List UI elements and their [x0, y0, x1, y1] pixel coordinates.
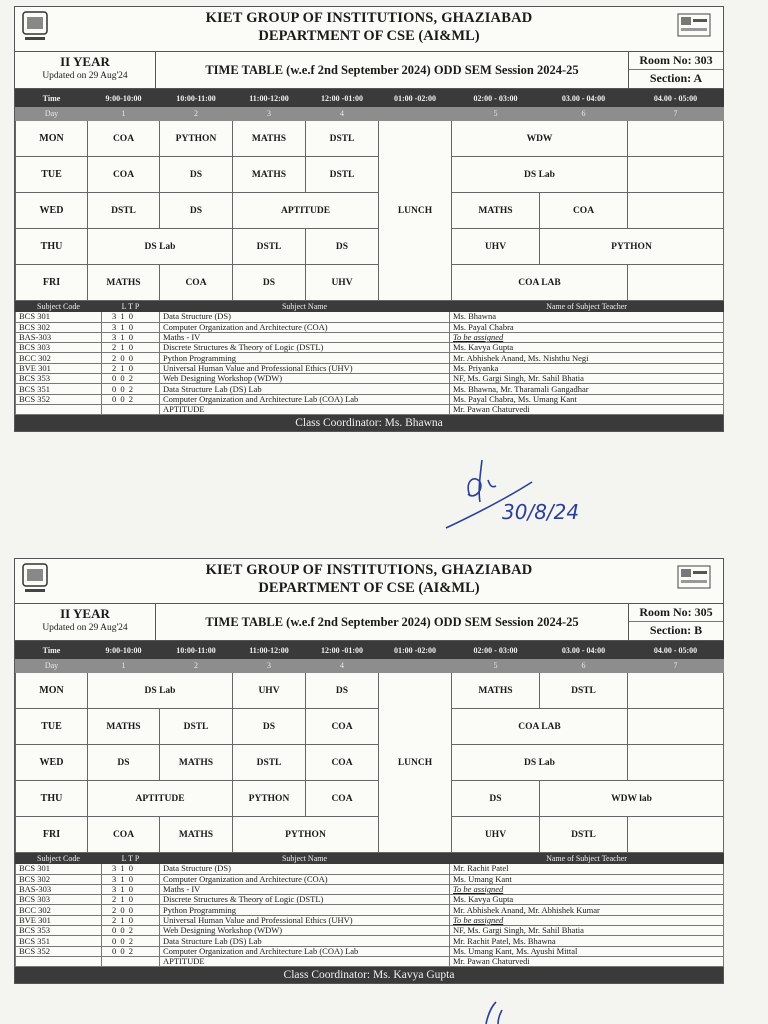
- subject-row: [16, 884, 724, 894]
- day-name: FRI: [16, 265, 88, 301]
- college-name: KIET GROUP OF INSTITUTIONS, GHAZIABAD: [205, 562, 533, 578]
- class-cell: MATHS: [452, 193, 540, 229]
- class-cell: DS: [233, 709, 306, 745]
- class-cell: DS: [452, 781, 540, 817]
- timetable-section-a: [14, 6, 724, 432]
- time-slot: 11:00-12:00: [233, 90, 306, 107]
- updated-date: Updated on 29 Aug'24: [42, 71, 128, 81]
- subject-name-header: Subject Name: [160, 302, 450, 312]
- subject-ltp: 0 0 2: [102, 374, 160, 384]
- subject-teacher: Ms. Payal Chabra: [450, 322, 724, 332]
- subject-header-row: [16, 854, 724, 864]
- class-cell: DS: [306, 673, 379, 709]
- period-number: 4: [306, 107, 379, 121]
- subject-ltp: 3 1 0: [102, 884, 160, 894]
- subject-code-header: Subject Code: [16, 302, 102, 312]
- subject-row: [16, 864, 724, 874]
- subject-name: Universal Human Value and Professional Ethics (UHV): [160, 363, 450, 373]
- period-number: 1: [88, 107, 160, 121]
- subject-teacher: Ms. Payal Chabra, Ms. Umang Kant: [450, 394, 724, 404]
- class-cell: PYTHON: [233, 781, 306, 817]
- class-cell: DS: [88, 745, 160, 781]
- time-slot: 04.00 - 05:00: [628, 642, 724, 659]
- subject-code: [16, 956, 102, 966]
- subject-code: BCC 302: [16, 905, 102, 915]
- day-row-mon: [16, 673, 724, 709]
- subject-ltp: 2 0 0: [102, 905, 160, 915]
- class-cell: DS Lab: [452, 745, 628, 781]
- class-cell: COA: [88, 121, 160, 157]
- subject-row: [16, 394, 724, 404]
- sheet-info-row: [15, 52, 723, 89]
- subject-ltp: 2 1 0: [102, 343, 160, 353]
- day-row-tue: [16, 709, 724, 745]
- subject-row: [16, 363, 724, 373]
- subject-name: Computer Organization and Architecture Lab (COA) Lab: [160, 946, 450, 956]
- class-cell: MATHS: [233, 121, 306, 157]
- class-cell: PYTHON: [233, 817, 379, 853]
- subject-teacher: Ms. Priyanka: [450, 363, 724, 373]
- college-name: KIET GROUP OF INSTITUTIONS, GHAZIABAD: [205, 10, 533, 26]
- class-cell: DS: [306, 229, 379, 265]
- class-coordinator: Class Coordinator: Ms. Kavya Gupta: [15, 967, 723, 983]
- day-row-thu: [16, 229, 724, 265]
- year-label: II YEAR: [60, 606, 110, 621]
- subject-name: Web Designing Workshop (WDW): [160, 374, 450, 384]
- class-cell: DS Lab: [88, 229, 233, 265]
- time-slot: 03.00 - 04:00: [540, 90, 628, 107]
- subject-ltp: 3 1 0: [102, 874, 160, 884]
- time-label: Time: [16, 642, 88, 659]
- timetable-section-b: [14, 558, 724, 984]
- period-number: 6: [540, 107, 628, 121]
- subject-ltp: 0 0 2: [102, 384, 160, 394]
- timetable-title: TIME TABLE (w.e.f 2nd September 2024) ODD SEM Session 2024-25: [205, 63, 579, 77]
- period-header-row: [16, 107, 724, 121]
- subject-code: BCS 353: [16, 926, 102, 936]
- subject-code: BCS 351: [16, 936, 102, 946]
- class-cell: [628, 817, 724, 853]
- time-slot: 9:00-10:00: [88, 90, 160, 107]
- class-cell: DS Lab: [452, 157, 628, 193]
- subject-header-row: [16, 302, 724, 312]
- day-row-fri: [16, 817, 724, 853]
- subject-teacher: Mr. Pawan Chaturvedi: [450, 404, 724, 414]
- class-cell: COA: [306, 745, 379, 781]
- ltp-header: L T P: [102, 854, 160, 864]
- subject-row: [16, 915, 724, 925]
- subject-code: BVE 301: [16, 363, 102, 373]
- time-slot: 10:00-11:00: [160, 642, 233, 659]
- period-number: 7: [628, 107, 724, 121]
- year-box: [15, 52, 156, 88]
- class-cell: DSTL: [233, 745, 306, 781]
- class-cell: DSTL: [540, 817, 628, 853]
- subject-code: BCS 303: [16, 895, 102, 905]
- subject-ltp: 0 0 2: [102, 926, 160, 936]
- subject-name: Data Structure Lab (DS) Lab: [160, 384, 450, 394]
- time-slot: 10:00-11:00: [160, 90, 233, 107]
- time-slot: 02:00 - 03:00: [452, 642, 540, 659]
- class-cell: UHV: [233, 673, 306, 709]
- subject-name: Web Designing Workshop (WDW): [160, 926, 450, 936]
- sheet-header: [15, 7, 723, 52]
- subject-ltp: 3 1 0: [102, 332, 160, 342]
- subject-code: BCC 302: [16, 353, 102, 363]
- class-cell: WDW: [452, 121, 628, 157]
- sheet-info-row: [15, 604, 723, 641]
- subject-teacher: Mr. Rachit Patel, Ms. Bhawna: [450, 936, 724, 946]
- subject-teacher: Ms. Bhawna: [450, 312, 724, 322]
- day-row-mon: [16, 121, 724, 157]
- subject-name: Computer Organization and Architecture (COA): [160, 322, 450, 332]
- class-cell: DSTL: [233, 229, 306, 265]
- class-cell: MATHS: [160, 745, 233, 781]
- subject-name-header: Subject Name: [160, 854, 450, 864]
- subject-name: Discrete Structures & Theory of Logic (DSTL): [160, 343, 450, 353]
- time-slot: 12:00 -01:00: [306, 642, 379, 659]
- subject-name: Maths - IV: [160, 332, 450, 342]
- subject-teacher: Ms. Umang Kant, Ms. Ayushi Mittal: [450, 946, 724, 956]
- subject-row: [16, 926, 724, 936]
- class-cell: COA: [88, 157, 160, 193]
- subject-teacher: Ms. Kavya Gupta: [450, 895, 724, 905]
- subject-row: [16, 404, 724, 414]
- class-cell: UHV: [452, 817, 540, 853]
- class-cell: COA LAB: [452, 709, 628, 745]
- accreditation-logo: [677, 565, 711, 589]
- class-cell: [628, 709, 724, 745]
- time-header-row: [16, 642, 724, 659]
- teacher-header: Name of Subject Teacher: [450, 854, 724, 864]
- period-number: 3: [233, 659, 306, 673]
- teacher-header: Name of Subject Teacher: [450, 302, 724, 312]
- subject-teacher-handwritten: To be assigned: [450, 884, 724, 894]
- subject-table: [15, 301, 724, 415]
- subject-code: BVE 301: [16, 915, 102, 925]
- subject-teacher-handwritten: To be assigned: [450, 915, 724, 925]
- subject-code: BAS-303: [16, 884, 102, 894]
- subject-table: [15, 853, 724, 967]
- class-cell: DSTL: [306, 157, 379, 193]
- time-slot: 02:00 - 03:00: [452, 90, 540, 107]
- class-cell: DS: [233, 265, 306, 301]
- time-slot: 04.00 - 05:00: [628, 90, 724, 107]
- section-label: Section: A: [649, 71, 703, 85]
- subject-row: [16, 946, 724, 956]
- subject-teacher: NF, Ms. Gargi Singh, Mr. Sahil Bhatia: [450, 374, 724, 384]
- class-cell: MATHS: [233, 157, 306, 193]
- day-row-fri: [16, 265, 724, 301]
- period-number: 4: [306, 659, 379, 673]
- subject-ltp: 3 1 0: [102, 864, 160, 874]
- subject-row: [16, 384, 724, 394]
- updated-date: Updated on 29 Aug'24: [42, 623, 128, 633]
- subject-code: BAS-303: [16, 332, 102, 342]
- room-box: [628, 604, 723, 640]
- subject-row: [16, 895, 724, 905]
- subject-name: APTITUDE: [160, 404, 450, 414]
- subject-name: Data Structure (DS): [160, 864, 450, 874]
- period-number: 5: [452, 107, 540, 121]
- subject-teacher: Mr. Abhishek Anand, Ms. Nishthu Negi: [450, 353, 724, 363]
- sheet-header: [15, 559, 723, 604]
- subject-code: BCS 302: [16, 874, 102, 884]
- subject-code: BCS 302: [16, 322, 102, 332]
- period-number: 2: [160, 107, 233, 121]
- subject-row: [16, 905, 724, 915]
- subject-code: BCS 301: [16, 312, 102, 322]
- period-number: 6: [540, 659, 628, 673]
- subject-teacher: Ms. Kavya Gupta: [450, 343, 724, 353]
- class-cell: WDW lab: [540, 781, 724, 817]
- ltp-header: L T P: [102, 302, 160, 312]
- period-number: 7: [628, 659, 724, 673]
- class-cell: [628, 157, 724, 193]
- subject-name: Data Structure Lab (DS) Lab: [160, 936, 450, 946]
- timetable-grid: [15, 641, 724, 853]
- signature-graphic: [440, 452, 630, 538]
- subject-teacher: Ms. Umang Kant: [450, 874, 724, 884]
- time-slot: 01:00 -02:00: [379, 90, 452, 107]
- class-cell: [628, 265, 724, 301]
- subject-ltp: [102, 404, 160, 414]
- class-cell: UHV: [306, 265, 379, 301]
- subject-code: [16, 404, 102, 414]
- subject-name: Computer Organization and Architecture Lab (COA) Lab: [160, 394, 450, 404]
- day-row-wed: [16, 745, 724, 781]
- time-slot: 11:00-12:00: [233, 642, 306, 659]
- subject-row: [16, 956, 724, 966]
- subject-code: BCS 303: [16, 343, 102, 353]
- subject-ltp: 2 0 0: [102, 353, 160, 363]
- class-cell: PYTHON: [160, 121, 233, 157]
- time-slot: 12:00 -01:00: [306, 90, 379, 107]
- subject-ltp: 0 0 2: [102, 946, 160, 956]
- subject-name: Python Programming: [160, 353, 450, 363]
- time-label: Time: [16, 90, 88, 107]
- period-number: 2: [160, 659, 233, 673]
- class-cell: DS: [160, 193, 233, 229]
- lunch-cell: LUNCH: [379, 673, 452, 853]
- day-name: TUE: [16, 157, 88, 193]
- subject-ltp: 2 1 0: [102, 895, 160, 905]
- subject-name: Universal Human Value and Professional Ethics (UHV): [160, 915, 450, 925]
- accreditation-logo: [677, 13, 711, 37]
- time-slot: 9:00-10:00: [88, 642, 160, 659]
- day-name: THU: [16, 781, 88, 817]
- class-cell: MATHS: [452, 673, 540, 709]
- day-name: TUE: [16, 709, 88, 745]
- room-number: Room No: 305: [629, 604, 723, 622]
- class-cell: COA: [306, 709, 379, 745]
- section-label: Section: B: [649, 623, 703, 637]
- room-number: Room No: 303: [629, 52, 723, 70]
- class-cell: UHV: [452, 229, 540, 265]
- subject-row: [16, 874, 724, 884]
- day-label: Day: [16, 659, 88, 673]
- class-cell: DSTL: [540, 673, 628, 709]
- day-name: WED: [16, 193, 88, 229]
- subject-teacher: Mr. Rachit Patel: [450, 864, 724, 874]
- signature-date: 30/8/24: [502, 500, 580, 524]
- partial-signature-graphic: [476, 1000, 516, 1024]
- year-box: [15, 604, 156, 640]
- subject-row: [16, 353, 724, 363]
- class-cell: MATHS: [160, 817, 233, 853]
- class-cell: APTITUDE: [88, 781, 233, 817]
- class-cell: COA: [88, 817, 160, 853]
- class-cell: COA: [306, 781, 379, 817]
- subject-teacher: Ms. Bhawna, Mr. Tharamali Gangadhar: [450, 384, 724, 394]
- college-crest-logo: [21, 563, 49, 597]
- class-cell: APTITUDE: [233, 193, 379, 229]
- day-name: MON: [16, 121, 88, 157]
- class-cell: COA: [540, 193, 628, 229]
- subject-teacher: NF, Ms. Gargi Singh, Mr. Sahil Bhatia: [450, 926, 724, 936]
- day-name: THU: [16, 229, 88, 265]
- period-number: 3: [233, 107, 306, 121]
- subject-ltp: [102, 956, 160, 966]
- year-label: II YEAR: [60, 54, 110, 69]
- day-name: MON: [16, 673, 88, 709]
- period-number: 5: [452, 659, 540, 673]
- department-name: DEPARTMENT OF CSE (AI&ML): [258, 580, 480, 596]
- subject-name: Discrete Structures & Theory of Logic (DSTL): [160, 895, 450, 905]
- class-cell: [628, 673, 724, 709]
- lunch-cell: LUNCH: [379, 121, 452, 301]
- class-cell: DSTL: [88, 193, 160, 229]
- time-slot: 01:00 -02:00: [379, 642, 452, 659]
- subject-row: [16, 343, 724, 353]
- subject-ltp: 3 1 0: [102, 312, 160, 322]
- day-row-tue: [16, 157, 724, 193]
- subject-name: Data Structure (DS): [160, 312, 450, 322]
- subject-ltp: 0 0 2: [102, 936, 160, 946]
- day-row-wed: [16, 193, 724, 229]
- subject-name: Computer Organization and Architecture (COA): [160, 874, 450, 884]
- class-cell: DSTL: [160, 709, 233, 745]
- room-box: [628, 52, 723, 88]
- subject-name: APTITUDE: [160, 956, 450, 966]
- class-cell: DS Lab: [88, 673, 233, 709]
- subject-teacher: Mr. Pawan Chaturvedi: [450, 956, 724, 966]
- time-header-row: [16, 90, 724, 107]
- department-name: DEPARTMENT OF CSE (AI&ML): [258, 28, 480, 44]
- subject-ltp: 3 1 0: [102, 322, 160, 332]
- subject-code: BCS 353: [16, 374, 102, 384]
- class-cell: PYTHON: [540, 229, 724, 265]
- period-number: 1: [88, 659, 160, 673]
- college-crest-logo: [21, 11, 49, 45]
- class-coordinator: Class Coordinator: Ms. Bhawna: [15, 415, 723, 431]
- class-cell: [628, 121, 724, 157]
- subject-row: [16, 322, 724, 332]
- subject-code-header: Subject Code: [16, 854, 102, 864]
- class-cell: [628, 745, 724, 781]
- class-cell: DSTL: [306, 121, 379, 157]
- day-name: FRI: [16, 817, 88, 853]
- period-header-row: [16, 659, 724, 673]
- class-cell: COA: [160, 265, 233, 301]
- subject-name: Python Programming: [160, 905, 450, 915]
- lunch-period-header: [379, 107, 452, 121]
- subject-row: [16, 374, 724, 384]
- subject-ltp: 2 1 0: [102, 363, 160, 373]
- class-cell: DS: [160, 157, 233, 193]
- class-cell: MATHS: [88, 709, 160, 745]
- subject-teacher-handwritten: To be assigned: [450, 332, 724, 342]
- time-slot: 03.00 - 04:00: [540, 642, 628, 659]
- class-cell: COA LAB: [452, 265, 628, 301]
- day-row-thu: [16, 781, 724, 817]
- subject-row: [16, 332, 724, 342]
- subject-code: BCS 301: [16, 864, 102, 874]
- subject-row: [16, 936, 724, 946]
- timetable-title: TIME TABLE (w.e.f 2nd September 2024) ODD SEM Session 2024-25: [205, 615, 579, 629]
- subject-teacher: Mr. Abhishek Anand, Mr. Abhishek Kumar: [450, 905, 724, 915]
- subject-ltp: 0 0 2: [102, 394, 160, 404]
- class-cell: [628, 193, 724, 229]
- day-name: WED: [16, 745, 88, 781]
- timetable-grid: [15, 89, 724, 301]
- class-cell: MATHS: [88, 265, 160, 301]
- day-label: Day: [16, 107, 88, 121]
- subject-name: Maths - IV: [160, 884, 450, 894]
- subject-code: BCS 352: [16, 394, 102, 404]
- subject-ltp: 2 1 0: [102, 915, 160, 925]
- subject-code: BCS 351: [16, 384, 102, 394]
- subject-code: BCS 352: [16, 946, 102, 956]
- subject-row: [16, 312, 724, 322]
- lunch-period-header: [379, 659, 452, 673]
